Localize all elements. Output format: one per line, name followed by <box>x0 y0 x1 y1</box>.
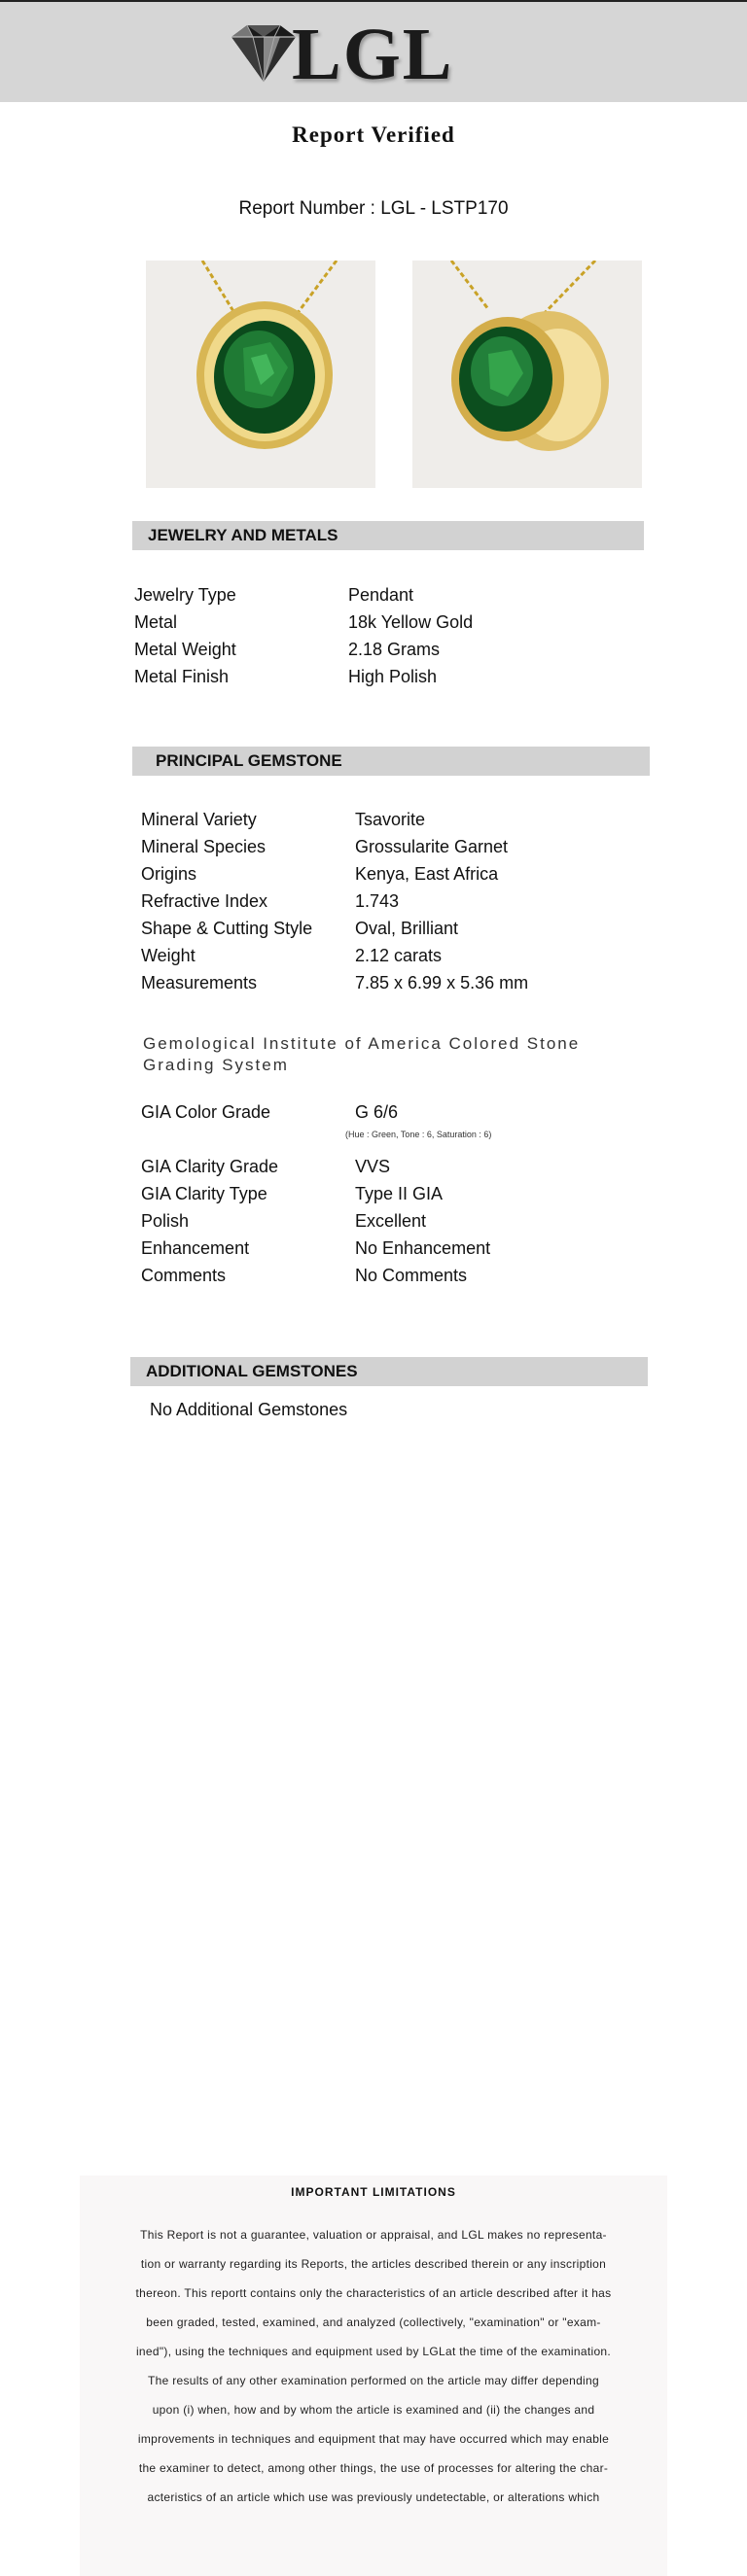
page-title: Report Verified <box>292 122 455 147</box>
detail-row <box>141 1098 398 1126</box>
detail-row <box>141 915 528 942</box>
detail-value: Oval, Brilliant <box>355 919 459 938</box>
detail-value: G 6/6 <box>355 1102 399 1122</box>
limitations-line: tion or warranty regarding its Reports, the articles described therein or any inscription <box>140 2257 607 2271</box>
detail-value: Type II GIA <box>355 1184 444 1203</box>
additional-gemstones-text: No Additional Gemstones <box>150 1400 348 1419</box>
detail-label: GIA Color Grade <box>141 1102 271 1122</box>
detail-row <box>141 1262 490 1289</box>
detail-row <box>134 581 473 609</box>
detail-value: Grossularite Garnet <box>355 837 509 856</box>
detail-row <box>141 833 528 860</box>
limitations-text <box>97 2220 650 2512</box>
limitations-line: the examiner to detect, among other things, the use of processes for altering the char- <box>138 2461 609 2475</box>
detail-value: Tsavorite <box>355 810 426 829</box>
detail-label: GIA Clarity Grade <box>141 1157 279 1176</box>
detail-value: Pendant <box>348 585 414 605</box>
detail-row <box>141 1207 490 1235</box>
detail-row <box>141 969 528 996</box>
section-heading-additional: ADDITIONAL GEMSTONES <box>130 1357 648 1386</box>
detail-value: High Polish <box>348 667 438 686</box>
diamond-icon <box>226 21 302 84</box>
clarity-details <box>141 1153 490 1289</box>
detail-value: Kenya, East Africa <box>355 864 499 884</box>
detail-row <box>141 942 528 969</box>
color-grade-detail: (Hue : Green, Tone : 6, Saturation : 6) <box>345 1130 492 1139</box>
detail-value: 1.743 <box>355 891 400 911</box>
principal-details <box>141 806 528 996</box>
limitations-line: The results of any other examination performed on the article may differ depending <box>148 2374 599 2387</box>
detail-value: 2.18 Grams <box>348 640 441 659</box>
detail-value: No Enhancement <box>355 1238 491 1258</box>
header-bar <box>0 0 747 102</box>
detail-row <box>141 1180 490 1207</box>
detail-value: VVS <box>355 1157 391 1176</box>
detail-row <box>141 806 528 833</box>
detail-label: Weight <box>141 946 196 965</box>
detail-label: Shape & Cutting Style <box>141 919 313 938</box>
detail-label: Comments <box>141 1266 227 1285</box>
detail-label: Refractive Index <box>141 891 268 911</box>
detail-row <box>141 888 528 915</box>
detail-label: Metal <box>134 612 178 632</box>
color-grade-row <box>141 1098 398 1126</box>
detail-label: Enhancement <box>141 1238 250 1258</box>
pendant-front-photo <box>146 261 375 488</box>
detail-value: 2.12 carats <box>355 946 443 965</box>
limitations-line: upon (i) when, how and by whom the article is examined and (ii) the changes and <box>152 2403 595 2417</box>
pendant-side-photo <box>412 261 642 488</box>
detail-label: Origins <box>141 864 197 884</box>
report-number: Report Number : LGL - LSTP170 <box>238 198 509 219</box>
detail-label: Mineral Species <box>141 837 267 856</box>
detail-row <box>141 1235 490 1262</box>
limitations-line: improvements in techniques and equipment that may have occurred which may enable <box>137 2432 610 2446</box>
detail-label: GIA Clarity Type <box>141 1184 267 1203</box>
detail-label: Measurements <box>141 973 258 992</box>
detail-label: Polish <box>141 1211 190 1231</box>
limitations-line: acteristics of an article which use was previously undetectable, or alterations which <box>147 2490 600 2504</box>
detail-label: Mineral Variety <box>141 810 257 829</box>
detail-value: 7.85 x 6.99 x 5.36 mm <box>355 973 529 992</box>
detail-row <box>141 1153 490 1180</box>
section-heading-jewelry: JEWELRY AND METALS <box>132 521 644 550</box>
detail-label: Jewelry Type <box>134 585 236 605</box>
detail-value: No Comments <box>355 1266 468 1285</box>
detail-label: Metal Weight <box>134 640 236 659</box>
detail-row <box>141 860 528 888</box>
limitations-heading: IMPORTANT LIMITATIONS <box>291 2185 456 2199</box>
jewelry-details <box>134 581 473 690</box>
limitations-line: thereon. This reportt contains only the characteristics of an article described after it has <box>135 2286 612 2300</box>
detail-label: Metal Finish <box>134 667 230 686</box>
limitations-line: been graded, tested, examined, and analyzed (collectively, "examination" or "exam- <box>146 2315 601 2329</box>
detail-row <box>134 663 473 690</box>
limitations-line: ined"), using the techniques and equipment used by LGLat the time of the examination. <box>135 2345 612 2358</box>
limitations-line: This Report is not a guarantee, valuation or appraisal, and LGL makes no representa- <box>140 2228 607 2242</box>
gia-system-note: Gemological Institute of America Colored Stone Grading System <box>143 1034 581 1074</box>
detail-value: 18k Yellow Gold <box>348 612 474 632</box>
detail-row <box>134 609 473 636</box>
detail-value: Excellent <box>355 1211 427 1231</box>
detail-row <box>134 636 473 663</box>
logo-text: LGL <box>292 14 454 95</box>
section-heading-principal: PRINCIPAL GEMSTONE <box>132 747 650 776</box>
